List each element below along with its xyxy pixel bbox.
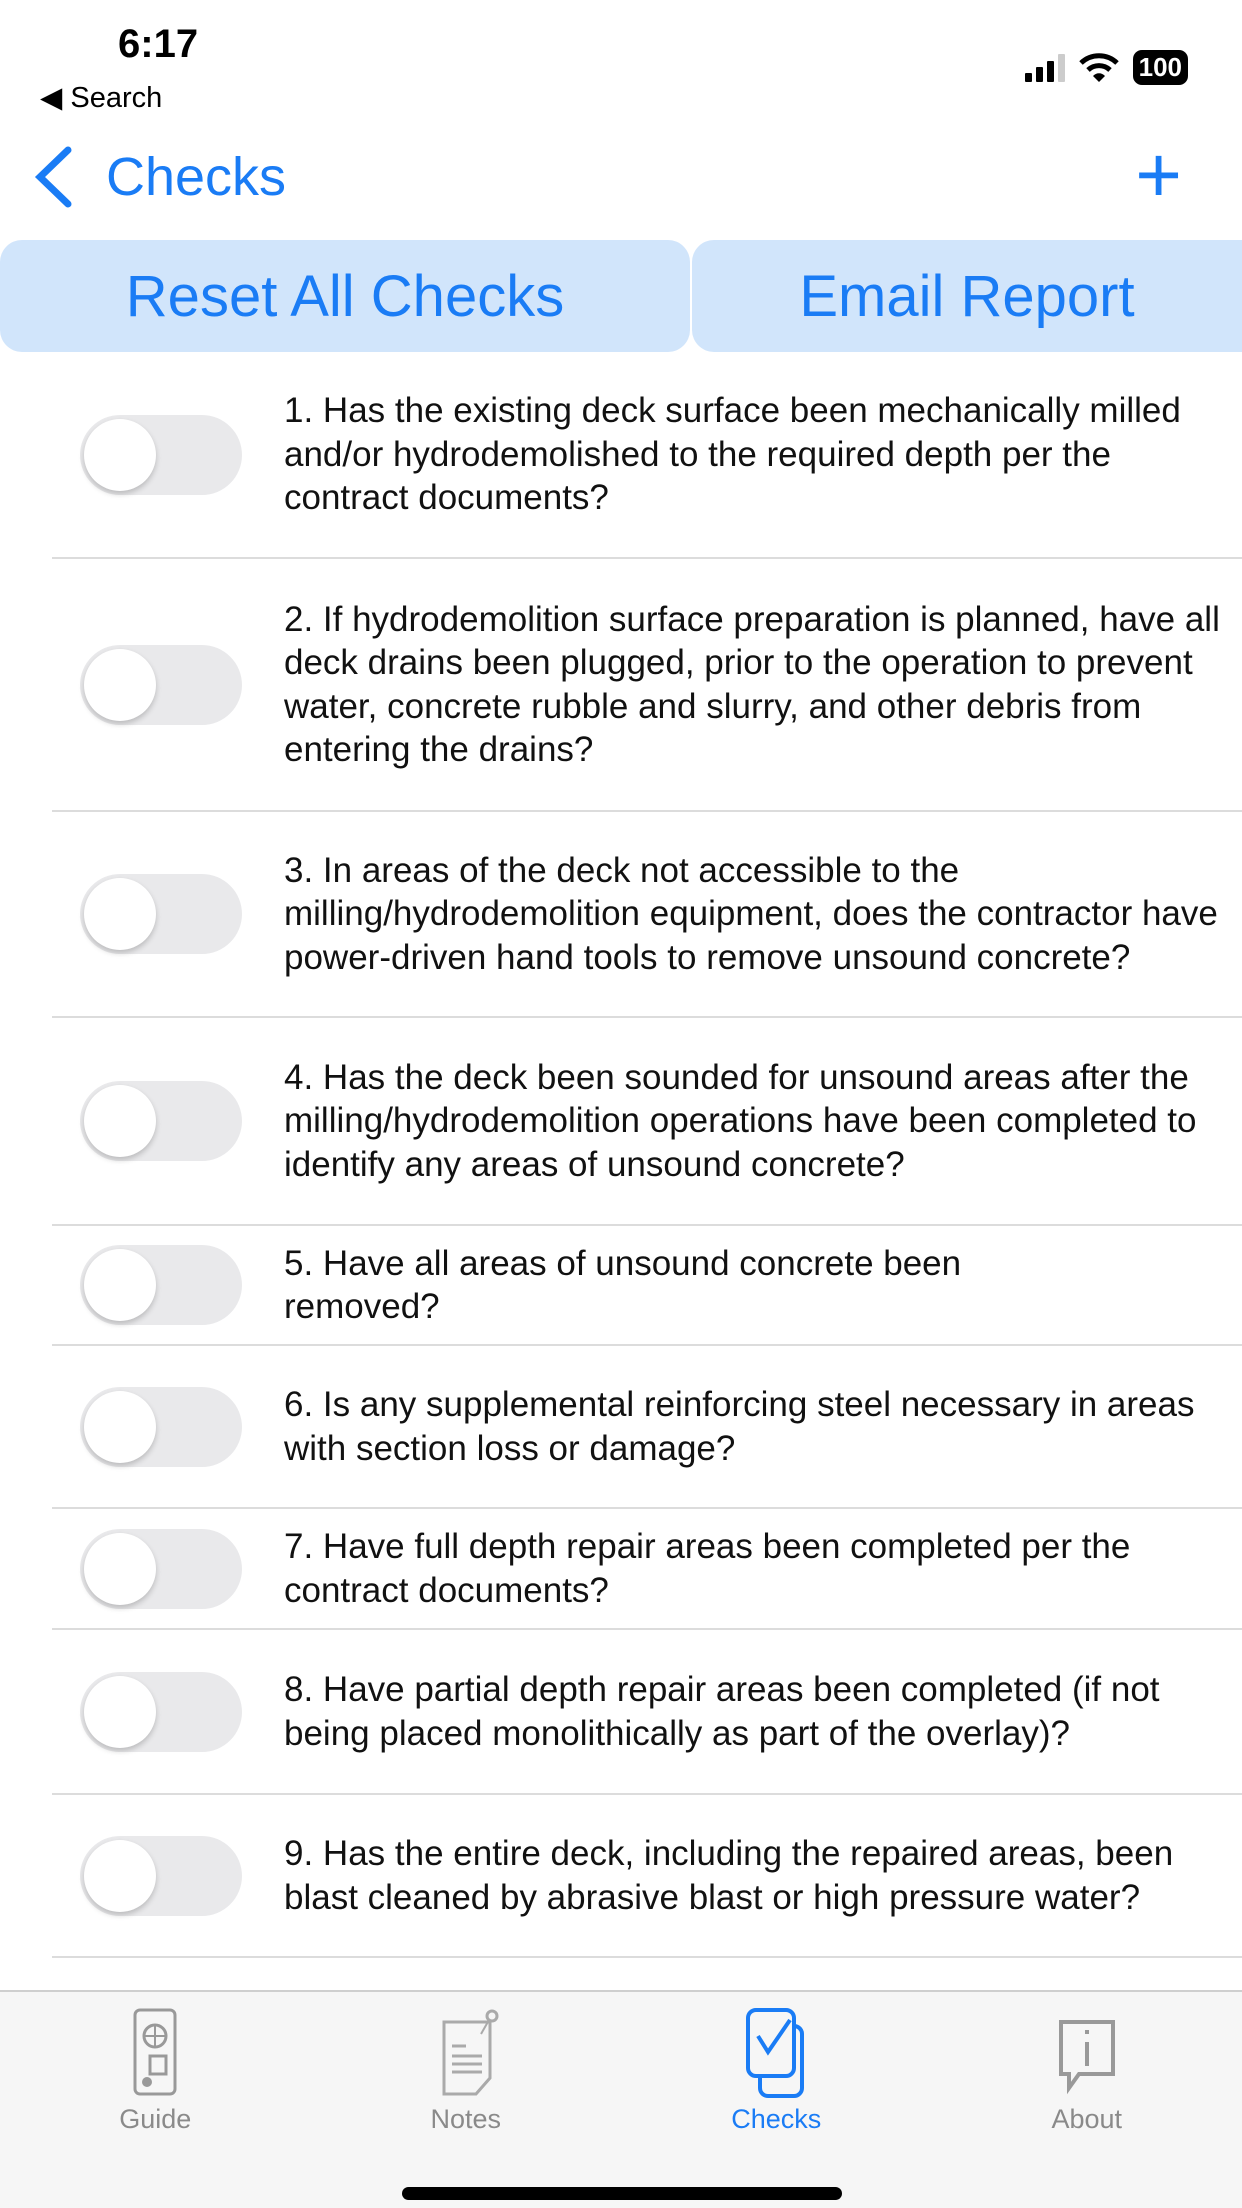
tab-label: Notes: [430, 2104, 502, 2134]
check-toggle[interactable]: [80, 1836, 242, 1916]
check-toggle[interactable]: [80, 1245, 242, 1325]
checks-icon: [726, 2006, 826, 2102]
battery-icon: 100: [1133, 50, 1188, 85]
check-row: [52, 352, 1242, 559]
info-icon: [1037, 2006, 1137, 2102]
chevron-left-icon: [28, 146, 78, 208]
check-row: [52, 1346, 1242, 1509]
check-row: [52, 1509, 1242, 1630]
tab-label: Guide: [119, 2104, 192, 2134]
check-toggle[interactable]: [80, 1081, 242, 1161]
check-text: 7. Have full depth repair areas been completed per the contract documents?: [284, 1527, 1131, 1610]
check-text: 4. Has the deck been sounded for unsound areas after the milling/hydrodemolition operations have been completed to identify any areas of unsound concrete?: [284, 1057, 1197, 1184]
check-toggle[interactable]: [80, 1387, 242, 1467]
guide-icon: [105, 2006, 205, 2102]
check-text: 8. Have partial depth repair areas been completed (if not being placed monolithically as part of the overlay)?: [284, 1670, 1160, 1753]
tab-label: About: [1051, 2104, 1123, 2134]
check-text: 9. Has the entire deck, including the repaired areas, been blast cleaned by abrasive blast or high pressure water?: [284, 1834, 1174, 1917]
back-app-label: Search: [70, 82, 163, 114]
check-row: [52, 812, 1242, 1018]
check-toggle[interactable]: [80, 1672, 242, 1752]
back-to-search[interactable]: ◀ Search: [40, 82, 163, 114]
check-row: [52, 1630, 1242, 1795]
back-button[interactable]: [28, 146, 286, 208]
check-toggle[interactable]: [80, 415, 242, 495]
home-indicator[interactable]: [402, 2187, 842, 2200]
check-toggle[interactable]: [80, 645, 242, 725]
check-text: 3. In areas of the deck not accessible to the milling/hydrodemolition equipment, does the contractor have power-driven hand tools to remove unsound concrete?: [284, 850, 1218, 977]
status-bar: [0, 0, 1242, 120]
plus-icon[interactable]: +: [1135, 130, 1182, 219]
check-toggle[interactable]: [80, 1529, 242, 1609]
check-text: 5. Have all areas of unsound concrete been removed?: [284, 1243, 962, 1326]
tab-guide[interactable]: [0, 1992, 311, 2208]
check-toggle[interactable]: [80, 874, 242, 954]
status-time: 6:17: [118, 22, 199, 66]
check-text: 6. Is any supplemental reinforcing steel necessary in areas with section loss or damage?: [284, 1385, 1195, 1468]
tab-about[interactable]: [932, 1992, 1242, 2208]
tab-label: Checks: [731, 2104, 822, 2134]
nav-bar: [0, 130, 1242, 220]
check-row: [52, 1795, 1242, 1958]
tab-bar: [0, 1990, 1242, 2208]
notes-icon: [416, 2006, 516, 2102]
reset-all-checks-button[interactable]: Reset All Checks: [0, 240, 690, 352]
tab-checks[interactable]: [621, 1992, 932, 2208]
back-label: Checks: [106, 147, 287, 207]
check-row: [52, 1226, 1242, 1346]
wifi-icon: [1079, 53, 1119, 83]
tab-notes[interactable]: [311, 1992, 622, 2208]
signal-icon: [1025, 54, 1065, 82]
check-text: 2. If hydrodemolition surface preparation is planned, have all deck drains been plugged, prior to the operation to prevent water, concrete rubble and slurry, and other debris from entering the drains?: [284, 599, 1220, 769]
check-text: 1. Has the existing deck surface been mechanically milled and/or hydrodemolished to the required depth per the contract documents?: [284, 391, 1181, 518]
check-row: [52, 1018, 1242, 1226]
check-row: [52, 559, 1242, 812]
email-report-button[interactable]: Email Report: [692, 240, 1242, 352]
checks-list: [0, 352, 1242, 1958]
